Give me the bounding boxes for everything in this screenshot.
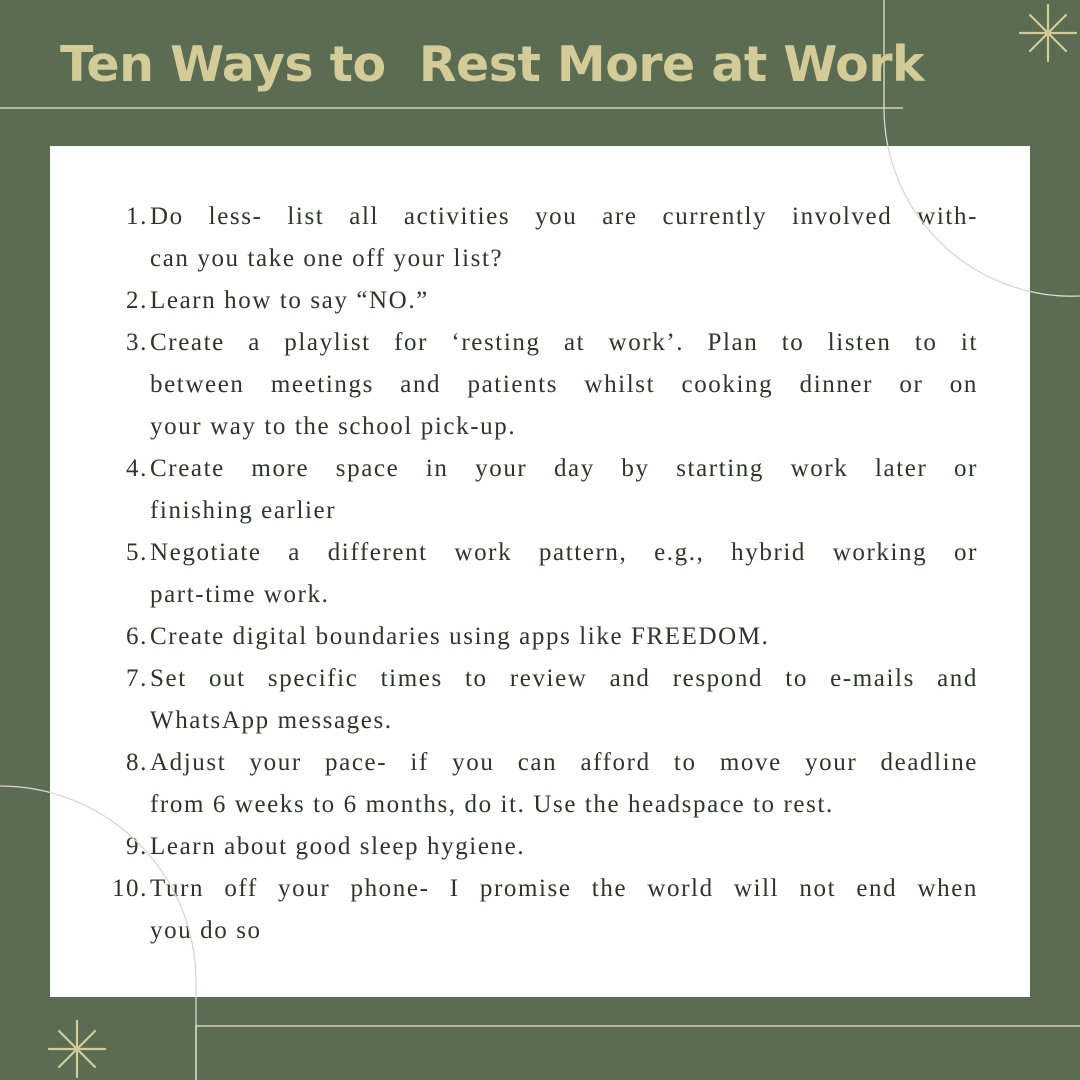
list-item-number: 3. [126,329,148,356]
list-item-number: 10. [111,875,148,902]
list-item-text: your way to the school pick-up. [150,413,517,440]
list-item-text: Turn off your phone- I promise the world will not end when [150,875,978,902]
list-item-text: between meetings and patients whilst cooking dinner or on [150,371,978,398]
list-item-text: you do so [150,917,262,944]
list-item-text: Do less- list all activities you are currently involved with- [150,203,978,230]
list-item-number: 5. [126,539,148,566]
list-item-text: part-time work. [150,581,330,608]
list-item-text: Create digital boundaries using apps like FREEDOM. [150,623,770,650]
list-item-text: Create more space in your day by starting work later or [150,455,978,482]
list-item-text: from 6 weeks to 6 months, do it. Use the headspace to rest. [150,791,834,818]
list-item-number: 8. [126,749,148,776]
list-item-number: 6. [126,623,148,650]
list-item-text: can you take one off your list? [150,245,504,272]
sparkle-icon [1020,5,1076,61]
page-title: Ten Ways to Rest More at Work [60,36,925,93]
list-item-number: 1. [126,203,148,230]
list-item-text: finishing earlier [150,497,337,524]
list-item-text: Negotiate a different work pattern, e.g., hybrid working or [150,539,978,566]
list-item-text: Adjust your pace- if you can afford to move your deadline [150,749,978,776]
list-item-text: Set out specific times to review and respond to e-mails and [150,665,978,692]
list-item-text: Learn how to say “NO.” [150,287,429,314]
list-item-number: 4. [126,455,148,482]
list-item-text: WhatsApp messages. [150,707,393,734]
list-item-number: 7. [126,665,148,692]
list-item-text: Learn about good sleep hygiene. [150,833,526,860]
list-item-number: 2. [126,287,148,314]
list-item-text: Create a playlist for ‘resting at work’. Plan to listen to it [150,329,978,356]
sparkle-icon [49,1021,105,1077]
content-card [50,146,1030,997]
list-item-number: 9. [126,833,148,860]
